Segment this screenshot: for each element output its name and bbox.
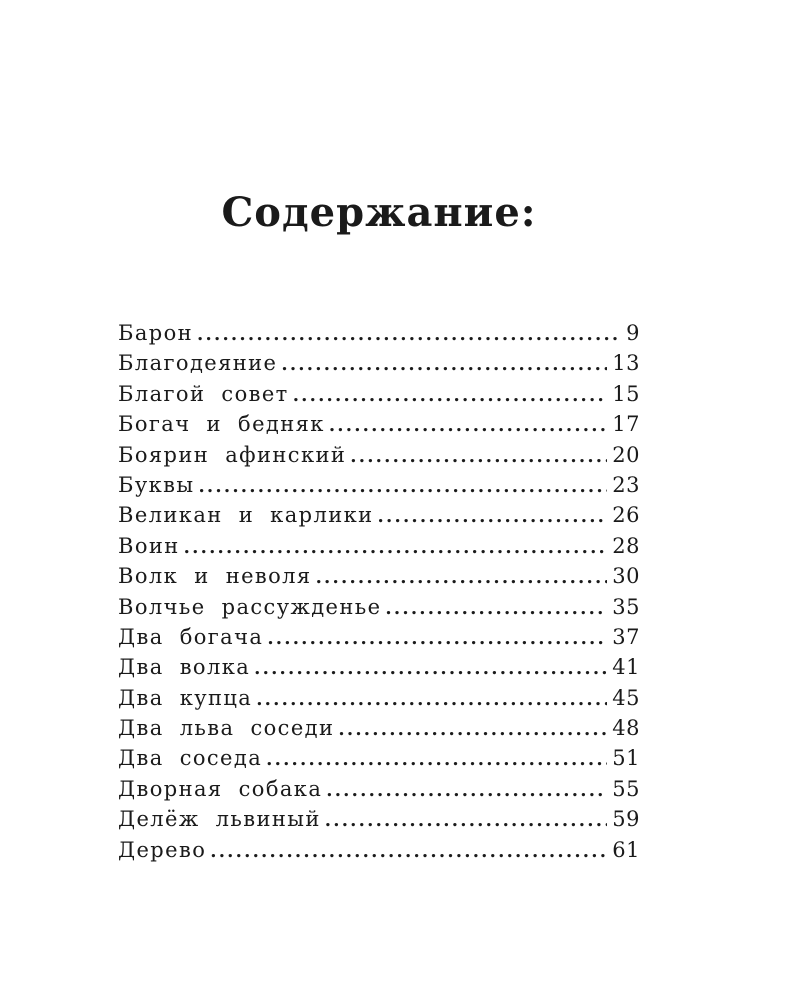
dot-leader <box>326 776 607 804</box>
toc-entry-title: Два богача <box>118 624 264 649</box>
toc-entry <box>118 348 640 378</box>
toc-entry-page-number: 45 <box>612 685 640 710</box>
toc-entry <box>118 804 640 834</box>
toc-entry-title: Буквы <box>118 472 195 497</box>
toc-entry-page-number: 41 <box>612 655 640 680</box>
dot-leader <box>385 594 607 622</box>
toc-entry-page-number: 9 <box>626 321 640 345</box>
dot-leader <box>210 837 607 865</box>
toc-entry-page-number: 55 <box>612 776 640 801</box>
toc-entry-title: Боярин афинский <box>118 442 347 467</box>
dot-leader <box>293 381 608 409</box>
toc-entry-title: Волк и неволя <box>118 564 312 589</box>
toc-entry-page-number: 13 <box>612 351 640 376</box>
dot-leader <box>198 472 607 500</box>
toc-entry-title: Дворная собака <box>118 776 323 801</box>
toc-entry <box>118 683 640 713</box>
toc-entry-page-number: 51 <box>612 746 640 771</box>
table-of-contents <box>118 318 640 865</box>
toc-entry-title: Два соседа <box>118 746 263 771</box>
dot-leader <box>325 806 608 834</box>
toc-entry-page-number: 26 <box>612 503 640 528</box>
toc-entry <box>118 592 640 622</box>
dot-leader <box>256 685 607 713</box>
dot-leader <box>338 715 607 743</box>
dot-leader <box>316 563 608 591</box>
toc-entry-page-number: 28 <box>612 533 640 558</box>
toc-entry-page-number: 15 <box>612 381 640 406</box>
toc-entry-title: Благой совет <box>118 381 289 406</box>
toc-entry-title: Два волка <box>118 655 251 680</box>
toc-entry-title: Два купца <box>118 685 253 710</box>
toc-entry <box>118 500 640 530</box>
toc-entry-page-number: 59 <box>612 807 640 832</box>
toc-entry-title: Волчье рассужденье <box>118 594 382 619</box>
toc-entry <box>118 652 640 682</box>
toc-entry <box>118 561 640 591</box>
dot-leader <box>267 624 607 652</box>
toc-entry <box>118 409 640 439</box>
page-title: Содержание: <box>221 189 537 236</box>
toc-entry-page-number: 17 <box>612 412 640 437</box>
toc-entry-title: Два льва соседи <box>118 716 335 741</box>
dot-leader <box>281 350 607 378</box>
dot-leader <box>350 442 607 470</box>
toc-entry <box>118 774 640 804</box>
dot-leader <box>254 654 607 682</box>
toc-entry-page-number: 61 <box>612 837 640 862</box>
toc-entry <box>118 379 640 409</box>
toc-entry-page-number: 37 <box>612 624 640 649</box>
dot-leader <box>329 411 607 439</box>
toc-entry <box>118 531 640 561</box>
dot-leader <box>266 745 607 773</box>
toc-entry-page-number: 48 <box>612 716 640 741</box>
toc-entry-title: Дерево <box>118 837 207 862</box>
toc-entry-title: Воин <box>118 533 180 558</box>
toc-entry <box>118 835 640 865</box>
toc-entry <box>118 318 640 348</box>
toc-entry-title: Великан и карлики <box>118 503 374 528</box>
toc-entry-title: Барон <box>118 321 194 345</box>
toc-entry-page-number: 35 <box>612 594 640 619</box>
dot-leader <box>184 533 608 561</box>
dot-leader <box>197 320 621 348</box>
dot-leader <box>378 502 608 530</box>
toc-entry-page-number: 30 <box>612 564 640 589</box>
toc-entry <box>118 713 640 743</box>
toc-entry-page-number: 23 <box>612 472 640 497</box>
toc-entry-page-number: 20 <box>612 442 640 467</box>
toc-entry-title: Богач и бедняк <box>118 412 325 437</box>
toc-entry-title: Благодеяние <box>118 351 278 376</box>
toc-entry <box>118 440 640 470</box>
toc-entry <box>118 622 640 652</box>
toc-entry <box>118 470 640 500</box>
toc-entry-title: Делёж львиный <box>118 807 321 832</box>
toc-entry <box>118 743 640 773</box>
